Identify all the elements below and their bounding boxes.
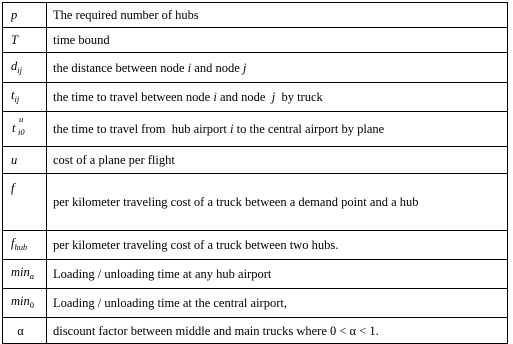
table-row xyxy=(3,174,508,231)
symbol-subscript: hub xyxy=(14,242,28,252)
symbol-cell xyxy=(3,231,47,260)
symbol-cell: α xyxy=(3,318,47,344)
desc-text: and node xyxy=(216,90,272,104)
description-cell xyxy=(47,112,508,147)
symbol-base: min xyxy=(11,265,30,279)
desc-var-j: j xyxy=(242,60,247,75)
symbol-stack xyxy=(11,113,29,137)
desc-var-i: i xyxy=(213,90,217,104)
symbol-cell: u xyxy=(3,147,47,174)
symbol-subscript: ij xyxy=(17,64,22,75)
symbol-base: min xyxy=(11,294,30,308)
symbol-cell: T xyxy=(3,28,47,53)
description-cell: The required number of hubs xyxy=(47,3,508,28)
desc-text: to the central airport by plane xyxy=(233,122,385,136)
table-row xyxy=(3,83,508,112)
desc-var-i: i xyxy=(230,122,234,136)
symbol-cell xyxy=(3,112,47,147)
description-cell: discount factor between middle and main trucks where 0 < α < 1. xyxy=(47,318,508,344)
symbol-cell xyxy=(3,53,47,83)
symbol-cell: f xyxy=(3,174,47,231)
symbol-subscript: 0 xyxy=(29,300,34,310)
table-row xyxy=(3,28,508,53)
desc-text: by truck xyxy=(275,90,323,104)
symbol-base: d xyxy=(11,58,18,73)
desc-text: the time to travel between node xyxy=(53,90,214,104)
description-cell: per kilometer traveling cost of a truck between two hubs. xyxy=(47,231,508,260)
description-cell: time bound xyxy=(47,28,508,53)
symbol-subscript: a xyxy=(29,271,34,281)
desc-text: the distance between node xyxy=(53,60,188,75)
table-row xyxy=(3,231,508,260)
symbol-subscript: ij xyxy=(14,94,20,104)
table-row xyxy=(3,289,508,318)
description-cell: per kilometer traveling cost of a truck between a demand point and a hub xyxy=(47,174,508,231)
symbol-subscript: i0 xyxy=(18,127,25,137)
table-row xyxy=(3,318,508,344)
description-cell: Loading / unloading time at the central airport, xyxy=(47,289,508,318)
desc-var-j: j xyxy=(271,90,276,104)
desc-var-i: i xyxy=(187,60,192,75)
table-row xyxy=(3,260,508,289)
symbol-superscript: u xyxy=(19,114,24,124)
symbol-base: t xyxy=(12,121,16,135)
desc-text: and node xyxy=(191,60,243,75)
table-row xyxy=(3,147,508,174)
description-cell: cost of a plane per flight xyxy=(47,147,508,174)
description-cell xyxy=(47,53,508,83)
description-cell: Loading / unloading time at any hub airport xyxy=(47,260,508,289)
table-row xyxy=(3,3,508,28)
symbol-cell: p xyxy=(3,3,47,28)
symbol-cell xyxy=(3,83,47,112)
description-cell xyxy=(47,83,508,112)
symbol-cell xyxy=(3,260,47,289)
symbol-cell xyxy=(3,289,47,318)
symbol-base: f xyxy=(11,236,15,250)
symbol-base: t xyxy=(11,88,15,102)
notation-table xyxy=(2,2,508,344)
desc-text: the time to travel from hub airport xyxy=(53,122,231,136)
table-row xyxy=(3,112,508,147)
table-row xyxy=(3,53,508,83)
